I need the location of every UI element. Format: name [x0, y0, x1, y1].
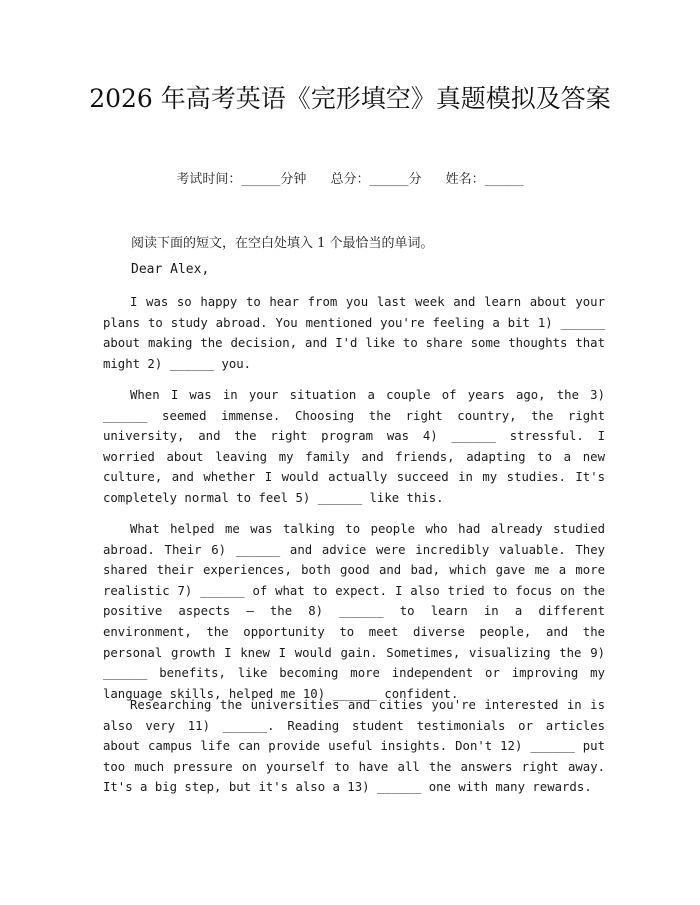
letter-paragraph-4: Researching the universities and cities you're interested in is also very 11) ______. Reading student testimonials or articles about campus life can provide useful insights. Don't 12) ______ put too much pressure on yourself to have all the answers right away. It's a big step, but it's also a 13) ______ one with many rewards. [103, 698, 605, 795]
total-score-field: 总分：______分 [330, 172, 422, 187]
exam-time-field: 考试时间：______分钟 [176, 172, 307, 187]
letter-paragraph-3: What helped me was talking to people who had already studied abroad. Their 6) ______ and advice were incredibly valuable. They shared their experiences, both good and bad, which gave me a more realistic 7) ______ of what to expect. I also tried to focus on the positive aspects – the 8) ______ to learn in a different environment, the opportunity to meet diverse people, and the personal growth I knew I would gain. Sometimes, visualizing the 9) ______ benefits, like becoming more independent or improving my language skills, helped me 10) ______ confident. [103, 522, 605, 701]
exam-meta [0, 168, 700, 187]
page-title: 2026 年高考英语《完形填空》真题模拟及答案 [89, 84, 611, 113]
letter-greeting: Dear Alex, [131, 262, 210, 277]
instructions: 阅读下面的短文，在空白处填入 1 个最恰当的单词。 [131, 236, 434, 251]
letter-paragraph-2: When I was in your situation a couple of years ago, the 3) ______ seemed immense. Choosing the right country, the right university, and the right program was 4) ______ stressful. I worried about leaving my family and friends, adapting to a new culture, and whether I would actually succeed in my studies. It's completely normal to feel 5) ______ like this. [103, 388, 605, 505]
letter-paragraph-1: I was so happy to hear from you last week and learn about your plans to study abroad. You mentioned you're feeling a bit 1) ______ about making the decision, and I'd like to share some thoughts that might 2) ______ you. [103, 295, 605, 371]
name-field: 姓名：______ [445, 172, 524, 187]
